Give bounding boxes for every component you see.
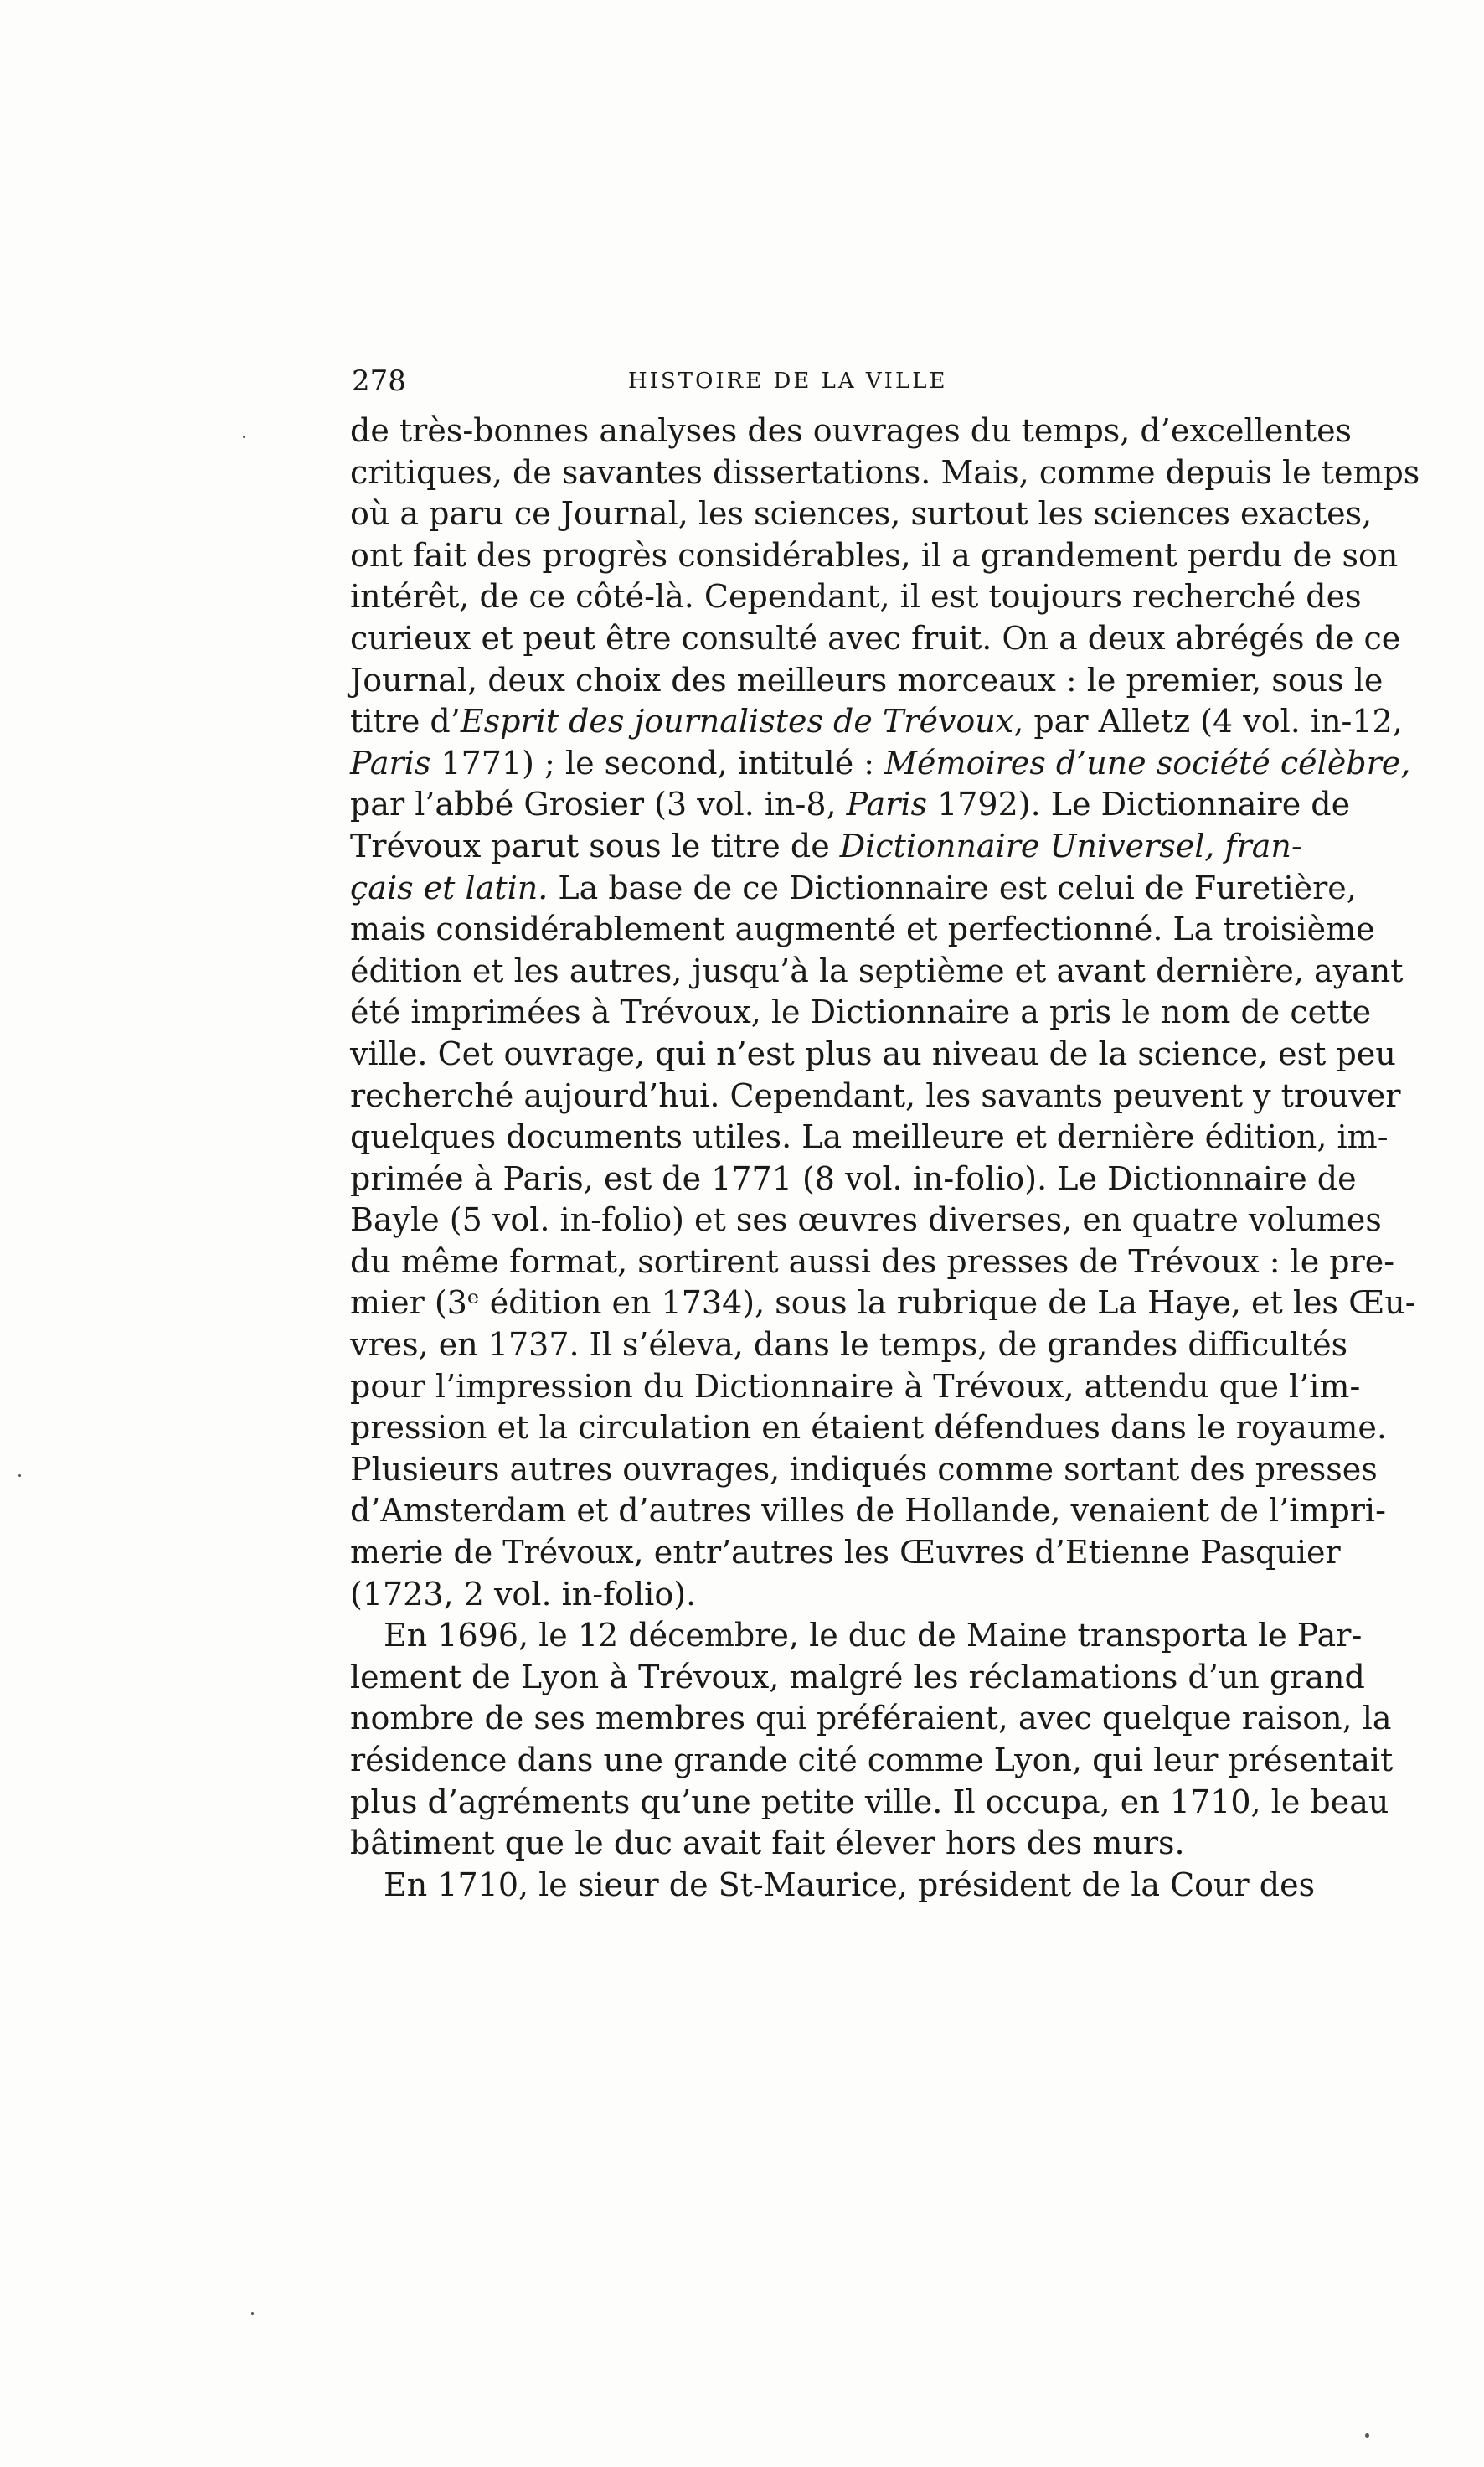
- line-text: critiques, de savantes dissertations. Mais, comme depuis le temps: [350, 453, 1420, 491]
- line-text: Journal, deux choix des meilleurs morceaux : le premier, sous le: [350, 661, 1384, 699]
- text-line: [350, 909, 1375, 951]
- italic-title: Dictionnaire Universel, fran-: [839, 827, 1302, 864]
- italic-title: Esprit des journalistes de Trévoux: [460, 703, 1014, 741]
- line-text: En 1696, le 12 décembre, le duc de Maine transporta le Par-: [384, 1617, 1363, 1654]
- text-line: [350, 1740, 1394, 1782]
- line-text: mais considérablement augmenté et perfectionné. La troisième: [350, 911, 1375, 948]
- text-line: [350, 1615, 1363, 1657]
- text-line: [350, 1241, 1395, 1283]
- line-text: (1723, 2 vol. in-folio).: [350, 1575, 697, 1613]
- running-head: [352, 360, 955, 402]
- line-text: résidence dans une grande cité comme Lyon, qui leur présentait: [350, 1742, 1394, 1778]
- page-number: 278: [352, 364, 406, 398]
- text-line: [350, 743, 1411, 785]
- text-line: [350, 1366, 1361, 1408]
- text-line: [350, 1490, 1386, 1532]
- line-text: , par Alletz (4 vol. in-12,: [1013, 703, 1403, 741]
- text-line: [350, 493, 1373, 535]
- scan-speck: [1365, 2433, 1369, 2438]
- line-text: quelques documents utiles. La meilleure et dernière édition, im-: [350, 1118, 1389, 1156]
- body-text: [350, 410, 1420, 1906]
- line-text: curieux et peut être consulté avec fruit. On a deux abrégés de ce: [350, 619, 1401, 657]
- scan-speck: [243, 436, 245, 438]
- line-text: intérêt, de ce côté-là. Cependant, il est toujours recherché des: [350, 578, 1362, 616]
- text-line: [350, 1324, 1348, 1366]
- line-text: Trévoux parut sous le titre de: [350, 827, 840, 864]
- line-text: 1771) ; le second, intitulé :: [430, 744, 885, 782]
- line-text: ont fait des progrès considérables, il a grandement perdu de son: [350, 536, 1399, 574]
- line-text: ville. Cet ouvrage, qui n’est plus au niveau de la science, est peu: [350, 1035, 1396, 1072]
- italic-title: çais et latin.: [350, 869, 549, 906]
- line-text: lement de Lyon à Trévoux, malgré les réclamations d’un grand: [350, 1658, 1365, 1695]
- scan-speck: [18, 1474, 21, 1477]
- line-text: d’Amsterdam et d’autres villes de Hollande, venaient de l’impri-: [350, 1492, 1386, 1530]
- text-line: [350, 951, 1404, 993]
- line-text: par l’abbé Grosier (3 vol. in-8,: [350, 786, 847, 823]
- text-line: [350, 618, 1401, 660]
- text-line: [350, 826, 1302, 868]
- text-line: [350, 1865, 1316, 1907]
- line-text: plus d’agréments qu’une petite ville. Il occupa, en 1710, le beau: [350, 1783, 1389, 1820]
- text-line: [350, 1200, 1382, 1241]
- line-text: recherché aujourd’hui. Cependant, les savants peuvent y trouver: [350, 1076, 1401, 1114]
- line-text: vres, en 1737. Il s’éleva, dans le temps, de grandes difficultés: [350, 1326, 1348, 1364]
- line-text: Plusieurs autres ouvrages, indiqués comme sortant des presses: [350, 1450, 1378, 1488]
- line-text: où a paru ce Journal, les sciences, surtout les sciences exactes,: [350, 495, 1373, 533]
- line-text: pression et la circulation en étaient défendues dans le royaume.: [350, 1409, 1387, 1447]
- text-line: [350, 1449, 1378, 1491]
- text-line: [350, 784, 1351, 826]
- text-line: [350, 1657, 1365, 1699]
- text-line: [350, 1159, 1357, 1200]
- line-text: titre d’: [350, 703, 461, 741]
- text-line: [350, 410, 1353, 452]
- text-line: [350, 576, 1362, 618]
- text-line: [350, 1034, 1396, 1076]
- text-line: [350, 660, 1384, 702]
- line-text: primée à Paris, est de 1771 (8 vol. in-folio). Le Dictionnaire de: [350, 1159, 1357, 1197]
- text-line: [350, 1532, 1341, 1574]
- line-text: En 1710, le sieur de St-Maurice, président de la Cour des: [384, 1866, 1316, 1903]
- running-title: HISTOIRE DE LA VILLE: [628, 369, 948, 394]
- text-line: [350, 1782, 1389, 1824]
- line-text: du même format, sortirent aussi des presses de Trévoux : le pre-: [350, 1242, 1395, 1280]
- text-line: [350, 452, 1420, 494]
- scan-speck: [251, 2312, 254, 2315]
- text-line: [350, 868, 1357, 910]
- text-line: [350, 701, 1403, 743]
- italic-title: Mémoires d’une société célèbre,: [884, 744, 1411, 782]
- line-text: Bayle (5 vol. in-folio) et ses œuvres diverses, en quatre volumes: [350, 1201, 1382, 1239]
- italic-title: Paris: [846, 786, 927, 823]
- text-line: [350, 1117, 1389, 1159]
- text-line: [350, 1698, 1392, 1740]
- line-text: 1792). Le Dictionnaire de: [927, 786, 1351, 823]
- line-text: de très-bonnes analyses des ouvrages du temps, d’excellentes: [350, 412, 1353, 449]
- text-line: [350, 1574, 1263, 1616]
- text-line: [350, 535, 1399, 577]
- text-line: [350, 992, 1372, 1034]
- line-text: édition et les autres, jusqu’à la septième et avant dernière, ayant: [350, 952, 1404, 989]
- line-text: merie de Trévoux, entr’autres les Œuvres d’Etienne Pasquier: [350, 1534, 1341, 1572]
- text-line: [350, 1076, 1401, 1117]
- line-text: pour l’impression du Dictionnaire à Trévoux, attendu que l’im-: [350, 1367, 1361, 1405]
- italic-title: Paris: [350, 744, 431, 782]
- text-line: [350, 1283, 1416, 1324]
- line-text: La base de ce Dictionnaire est celui de Furetière,: [548, 869, 1357, 906]
- line-text: bâtiment que le duc avait fait élever hors des murs.: [350, 1824, 1185, 1862]
- text-line: [350, 1823, 1263, 1865]
- text-line: [350, 1407, 1387, 1449]
- line-text: nombre de ses membres qui préféraient, avec quelque raison, la: [350, 1700, 1392, 1737]
- line-text: été imprimées à Trévoux, le Dictionnaire a pris le nom de cette: [350, 994, 1372, 1031]
- line-text: mier (3ᵉ édition en 1734), sous la rubrique de La Haye, et les Œu-: [350, 1284, 1416, 1322]
